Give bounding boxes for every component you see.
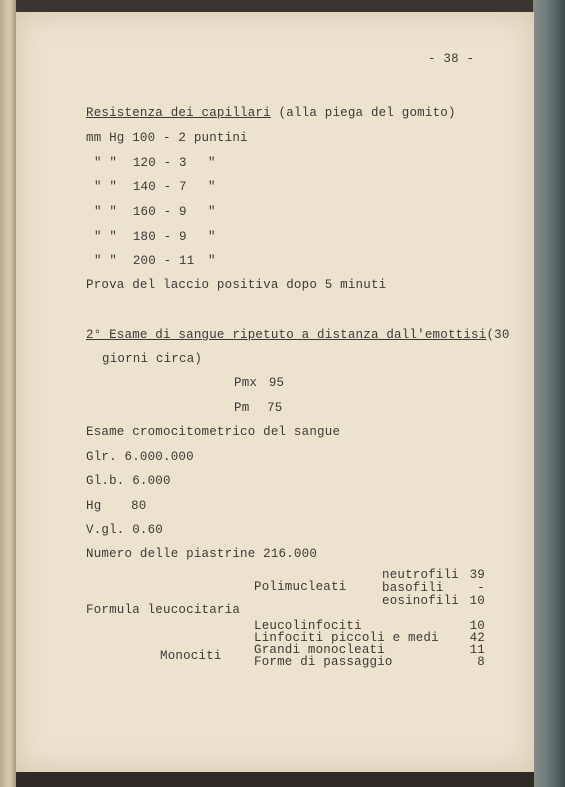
formula-group-name: Monociti (160, 649, 222, 663)
capillary-row-prefix: " " (94, 180, 118, 194)
capillary-row-prefix: " " (94, 230, 118, 244)
hg-reading (86, 499, 147, 513)
ditto-mark: " (208, 180, 216, 194)
ditto-mark: " (208, 254, 216, 268)
capillary-row (94, 254, 194, 268)
formula-item-label: basofili (382, 581, 444, 595)
page-number: - 38 - (428, 52, 475, 66)
capillary-row-value: 140 - 7 (132, 180, 187, 194)
document-page (16, 12, 534, 772)
formula-item-value: 11 (469, 643, 485, 657)
capillary-row-prefix: " " (94, 205, 118, 219)
pmx-value: 95 (268, 376, 285, 390)
vgl-value: V.gl. 0.60 (86, 523, 164, 537)
formula-group-name: Polimucleati (254, 580, 347, 594)
formula-item-label: Leucolinfociti (254, 619, 362, 633)
pmx-label: Pmx (234, 376, 258, 390)
formula-item-label: Linfociti piccoli e medi (254, 631, 439, 645)
pmx-reading (234, 376, 284, 390)
pm-label: Pm (234, 401, 250, 415)
blood-exam-heading: 2° Esame di sangue ripetuto a distanza dall'emottisi (86, 328, 487, 342)
capillary-subtitle: (alla piega del gomito) (278, 106, 456, 120)
capillary-row-value: 100 - 2 puntini (132, 131, 248, 145)
formula-item-value: 39 (469, 568, 485, 582)
hg-value: 80 (131, 499, 147, 513)
formula-item-label: Forme di passaggio (254, 655, 393, 669)
formula-item-label: Grandi monocleati (254, 643, 385, 657)
formula-item-value: 42 (469, 631, 485, 645)
formula-item-value: 8 (477, 655, 485, 669)
tourniquet-test: Prova del laccio positiva dopo 5 minuti (86, 278, 387, 292)
capillary-title-line (86, 106, 456, 120)
pm-reading (234, 401, 283, 415)
blood-exam-heading-tail: (30 (486, 328, 510, 342)
capillary-row-prefix: mm Hg (86, 131, 125, 145)
blood-exam-heading-cont: giorni circa) (102, 352, 203, 366)
glb-value: Gl.b. 6.000 (86, 474, 171, 488)
chromo-exam: Esame cromocitometrico del sangue (86, 425, 341, 439)
capillary-row-value: 160 - 9 (132, 205, 187, 219)
capillary-row (86, 131, 248, 145)
bottom-strip (16, 772, 534, 787)
capillary-row-value: 120 - 3 (132, 156, 187, 170)
pm-value: 75 (267, 401, 283, 415)
glr-value: Glr. 6.000.000 (86, 450, 194, 464)
ditto-mark: " (208, 205, 216, 219)
capillary-row-value: 200 - 11 (132, 254, 195, 268)
formula-label: Formula leucocitaria (86, 603, 241, 617)
formula-item-value: 10 (469, 619, 485, 633)
ditto-mark: " (208, 230, 216, 244)
formula-item-value: 10 (469, 594, 485, 608)
ditto-mark: " (208, 156, 216, 170)
binding-edge (533, 0, 565, 787)
capillary-row (94, 156, 187, 170)
blood-exam-heading-line (86, 328, 510, 342)
capillary-row-prefix: " " (94, 254, 118, 268)
left-page-edge (0, 0, 16, 787)
formula-item-value: - (477, 581, 485, 595)
hg-label: Hg (86, 499, 102, 513)
platelet-count: Numero delle piastrine 216.000 (86, 547, 318, 561)
capillary-row (94, 180, 187, 194)
formula-item-label: eosinofili (382, 594, 460, 608)
capillary-row-prefix: " " (94, 156, 118, 170)
capillary-row-value: 180 - 9 (132, 230, 187, 244)
capillary-row (94, 230, 187, 244)
formula-item-label: neutrofili (382, 568, 460, 582)
capillary-title: Resistenza dei capillari (86, 106, 271, 120)
capillary-row (94, 205, 187, 219)
